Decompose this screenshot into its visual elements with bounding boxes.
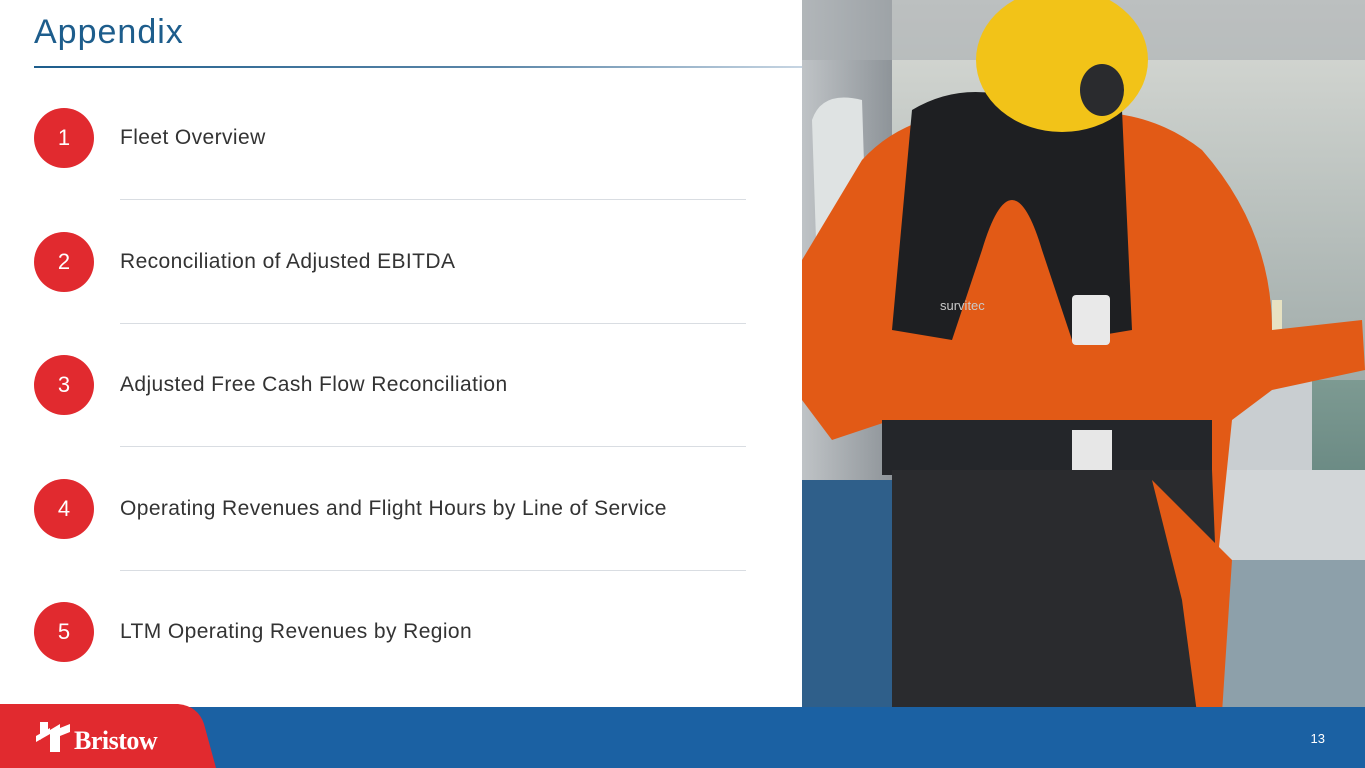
agenda-separator (120, 323, 746, 324)
agenda-item-label: Adjusted Free Cash Flow Reconciliation (120, 373, 508, 396)
agenda-item-2[interactable] (34, 232, 746, 292)
agenda-item-label: LTM Operating Revenues by Region (120, 620, 473, 643)
agenda-number-badge: 3 (34, 355, 94, 415)
page-number: 13 (1310, 731, 1325, 746)
agenda-number-badge: 2 (34, 232, 94, 292)
hero-photo (802, 0, 1365, 713)
agenda-separator (120, 570, 746, 571)
agenda-item-4[interactable] (34, 479, 746, 539)
page-title: Appendix (34, 13, 184, 51)
title-divider (34, 66, 804, 68)
vest-brand-text: survitec (940, 298, 985, 313)
agenda-item-5[interactable] (34, 602, 746, 662)
bristow-logo-text: Bristow (74, 726, 158, 755)
agenda-item-1[interactable] (34, 108, 746, 168)
agenda-item-label: Fleet Overview (120, 126, 266, 149)
agenda-item-3[interactable] (34, 355, 746, 415)
agenda-number-badge: 1 (34, 108, 94, 168)
bristow-logo-icon (34, 718, 72, 756)
agenda-number-badge: 4 (34, 479, 94, 539)
agenda-separator (120, 199, 746, 200)
agenda-separator (120, 446, 746, 447)
agenda-item-label: Operating Revenues and Flight Hours by Line of Service (120, 497, 667, 520)
agenda-number-badge: 5 (34, 602, 94, 662)
agenda-item-label: Reconciliation of Adjusted EBITDA (120, 250, 456, 273)
